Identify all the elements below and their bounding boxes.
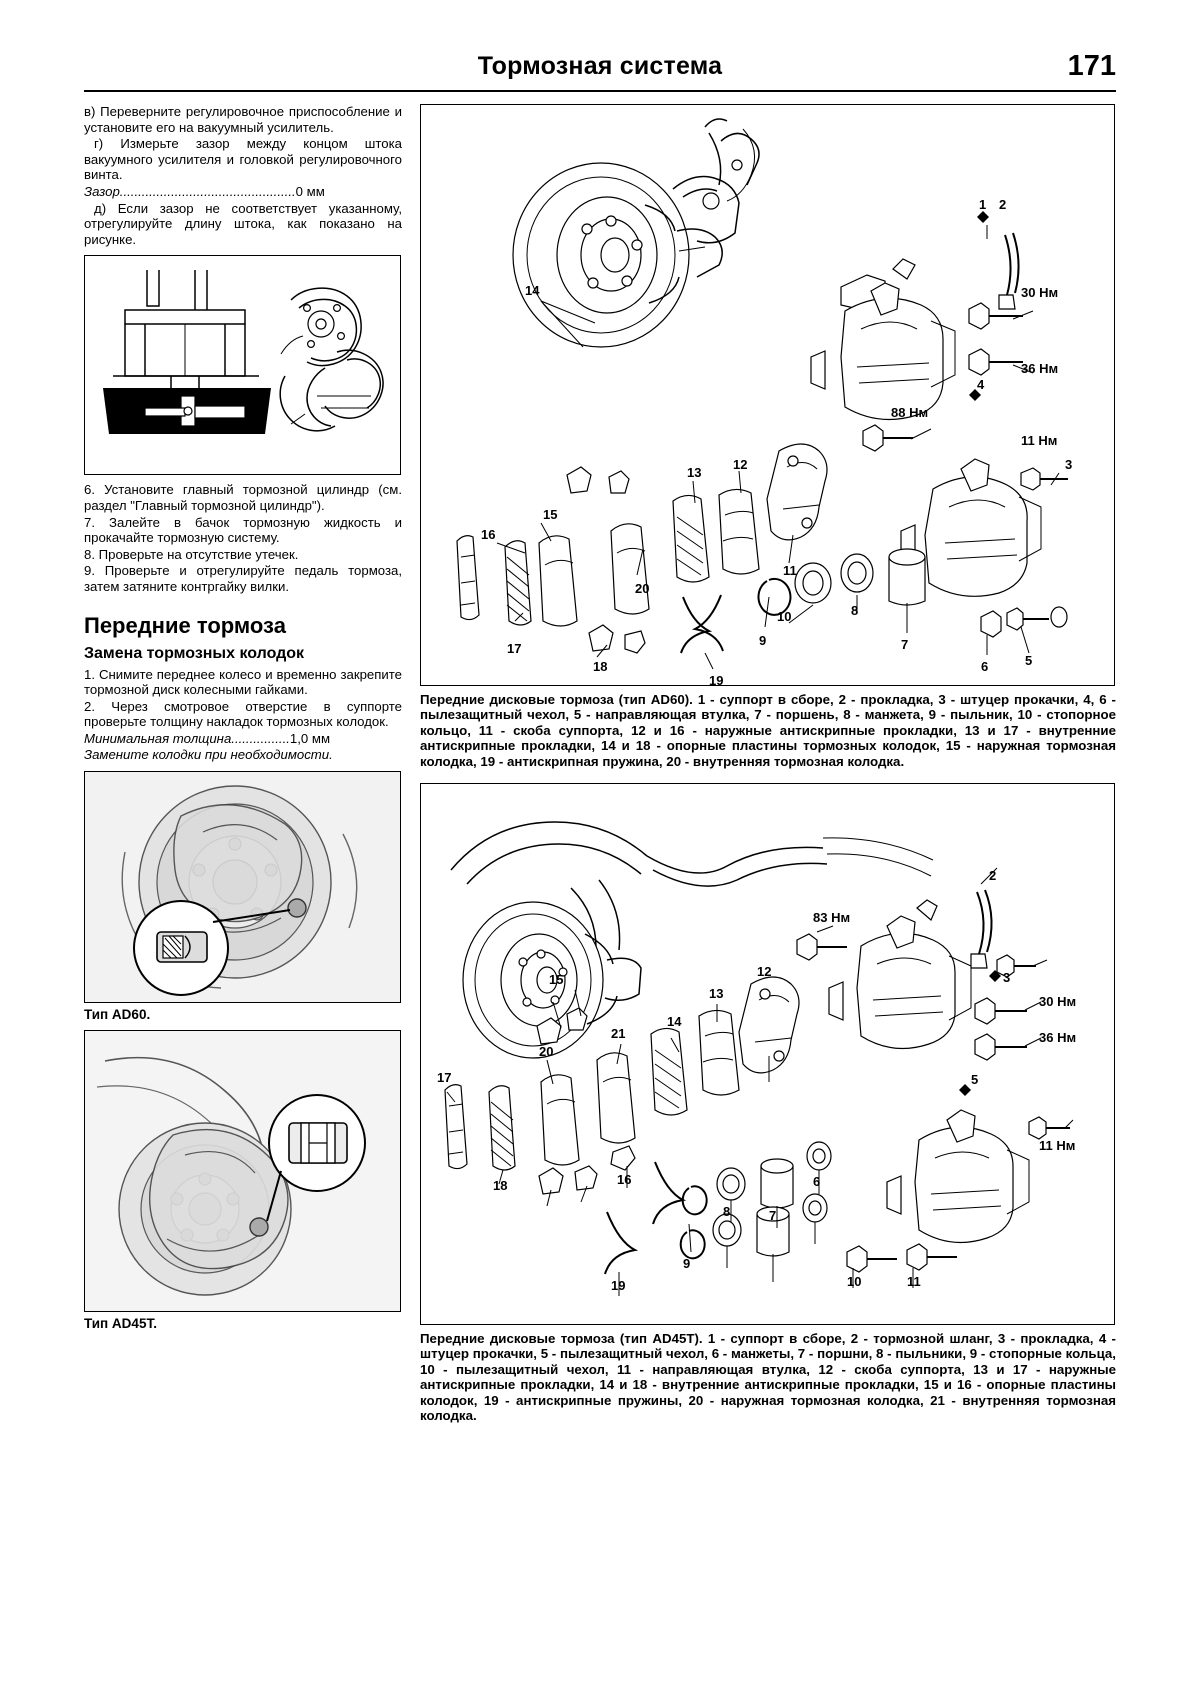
caliper-assembly-lower-ad45t	[887, 1110, 1029, 1243]
callout2-13: 13	[709, 986, 724, 1002]
section-title-front-brakes: Передние тормоза	[84, 612, 286, 638]
step-7: 7. Залейте в бачок тормозную жидкость и прокачайте тормозную систему.	[84, 514, 402, 546]
caliper-assembly-upper-ad60	[811, 259, 955, 420]
callout2-14: 14	[667, 1014, 682, 1030]
photo-caliper-ad60	[84, 771, 401, 1003]
note-replace-pads: Замените колодки при необходимости.	[84, 747, 333, 763]
callout-17: 17	[507, 641, 522, 656]
torque2-36: 36 Нм	[1039, 1030, 1077, 1046]
callout-6: 6	[981, 659, 989, 674]
callout2-12: 12	[757, 964, 772, 980]
torque-11: 11 Нм	[1021, 433, 1058, 448]
caption-figure-ad45t: Передние дисковые тормоза (тип AD45T). 1 - суппорт в сборе, 2 - тормозной шланг, 3 - прокладка, 4 - штуцер прокачки, 5 - пылезащитный чехол, 6 - манжеты, 7 - поршни, 8 - пыльники, 9 - стопорные кольца, 10 - пылезащитный чехол, 11 - направляющая втулка, 12 - скоба суппорта, 13 и 17 - наружные антискрипные прокладки, 14 и 18 - внутренние антискрипные прокладки, 15 и 16 - опорные пластины колодок, 19 - антискрипные пружины, 20 - наружная тормозная колодка, 21 - внутренняя тормозная колодка.	[420, 1331, 1116, 1424]
spec-clearance-dots: ................................................	[119, 183, 296, 199]
caliper-assembly-upper-ad45t	[829, 900, 971, 1049]
callout2-16: 16	[617, 1172, 632, 1188]
callout-19: 19	[709, 673, 724, 685]
exploded-view-ad60	[421, 105, 1114, 685]
callout-9: 9	[759, 633, 767, 648]
right-illustration-column	[420, 104, 1116, 1423]
callout2-21: 21	[611, 1026, 626, 1042]
paragraph-g: г) Измерьте зазор между концом штока вакуумного усилителя и головкой регулировочного винта.	[84, 136, 402, 183]
torque2-30: 30 Нм	[1039, 994, 1077, 1010]
callout-11: 11	[783, 563, 797, 578]
callout-15: 15	[543, 507, 558, 522]
torque2-11: 11 Нм	[1039, 1138, 1076, 1154]
figure-front-disc-brakes-ad45t	[420, 783, 1115, 1325]
callout-13: 13	[687, 465, 702, 480]
callout-12: 12	[733, 457, 748, 472]
callout-3: 3	[1065, 457, 1073, 472]
spec-min-thickness-value: 1,0 мм	[289, 730, 331, 746]
page-number: 171	[1067, 50, 1116, 82]
callout2-3: 3	[1003, 970, 1011, 986]
callout2-2: 2	[989, 868, 997, 884]
torque-36: 36 Нм	[1021, 361, 1059, 376]
rotor-assembly-ad60	[513, 119, 759, 347]
figure-front-disc-brakes-ad60	[420, 104, 1115, 686]
callout2-18: 18	[493, 1178, 508, 1194]
callout-20: 20	[635, 581, 650, 596]
callout2-9: 9	[683, 1256, 691, 1272]
callout-5: 5	[1025, 653, 1033, 668]
callout2-8: 8	[723, 1204, 731, 1220]
seal-piston-row-ad60	[758, 549, 925, 615]
callout-16: 16	[481, 527, 496, 542]
paragraph-d: д) Если зазор не соответствует указанному, отрегулируйте длину штока, как показано на рисунке.	[84, 200, 402, 247]
step-9: 9. Проверьте и отрегулируйте педаль тормоза, затем затяните контргайку вилки.	[84, 563, 402, 594]
figure-booster-rod-adjust	[84, 255, 401, 475]
spec-min-thickness	[84, 731, 402, 747]
torque-30: 30 Нм	[1021, 285, 1059, 300]
step2-1: 1. Снимите переднее колесо и временно закрепите тормозной диск колесными гайками.	[84, 666, 402, 698]
step-8: 8. Проверьте на отсутствие утечек.	[84, 546, 299, 562]
spec-clearance-label: Зазор	[84, 183, 120, 199]
photo-caption-ad60: Тип AD60.	[84, 1007, 151, 1023]
callout2-19: 19	[611, 1278, 626, 1294]
callout2-6: 6	[813, 1174, 821, 1190]
photo-caliper-ad45t	[84, 1030, 401, 1312]
callout2-15: 15	[549, 972, 564, 988]
callout2-7: 7	[769, 1208, 777, 1224]
callout2-5: 5	[971, 1072, 979, 1088]
step2-2: 2. Через смотровое отверстие в суппорте проверьте толщину накладок тормозных колодок.	[84, 698, 402, 730]
spec-min-thickness-dots: ................	[231, 730, 290, 746]
photo-ad60-graphic	[85, 772, 400, 1002]
callout2-11: 11	[907, 1274, 921, 1290]
torque-88: 88 Нм	[891, 405, 929, 420]
callout2-17: 17	[437, 1070, 452, 1086]
caption-figure-ad60: Передние дисковые тормоза (тип AD60). 1 - суппорт в сборе, 2 - прокладка, 3 - штуцер прокачки, 4, 6 - пылезащитный чехол, 5 - направляющая втулка, 7 - поршень, 8 - манжета, 9 - пыльник, 10 - стопорное кольцо, 11 - скоба суппорта, 12 и 16 - наружные антискрипные прокладки, 13 и 17 - внутренние антискрипные прокладки, 14 и 18 - опорные пластины тормозных колодок, 15 - наружная тормозная колодка, 19 - антискрипная пружина, 20 - внутренняя тормозная колодка.	[420, 692, 1116, 769]
callout-18: 18	[593, 659, 608, 674]
callout-4: 4	[977, 377, 985, 392]
callout-2: 2	[999, 197, 1007, 212]
spec-min-thickness-label: Минимальная толщина	[84, 730, 232, 746]
callout2-10: 10	[847, 1274, 862, 1290]
page-header	[84, 52, 1116, 92]
callout-10: 10	[777, 609, 792, 624]
torque2-83: 83 Нм	[813, 910, 851, 926]
callout-8: 8	[851, 603, 859, 618]
subsection-title-pad-replacement: Замена тормозных колодок	[84, 644, 305, 662]
paragraph-v: в) Переверните регулировочное приспособление и установите его на вакуумный усилитель.	[84, 104, 402, 135]
callout-14: 14	[525, 283, 540, 298]
pads-and-shims-ad60	[457, 489, 759, 626]
page-title: Тормозная система	[477, 52, 723, 80]
exploded-view-ad45t	[421, 784, 1114, 1324]
step-6: 6. Установите главный тормозной цилиндр (см. раздел "Главный тормозной цилиндр").	[84, 482, 402, 513]
photo-ad45t-graphic	[85, 1031, 400, 1311]
header-divider	[84, 90, 1116, 92]
booster-rod-diagram	[85, 256, 400, 474]
callout2-20: 20	[539, 1044, 554, 1060]
caliper-bracket-ad60	[767, 444, 827, 540]
callout-1: 1	[979, 197, 987, 212]
spec-clearance	[84, 184, 402, 200]
callout-7: 7	[901, 637, 909, 652]
spec-clearance-value: 0 мм	[295, 183, 325, 199]
photo-caption-ad45t: Тип AD45T.	[84, 1316, 157, 1332]
left-text-column	[84, 104, 402, 1331]
